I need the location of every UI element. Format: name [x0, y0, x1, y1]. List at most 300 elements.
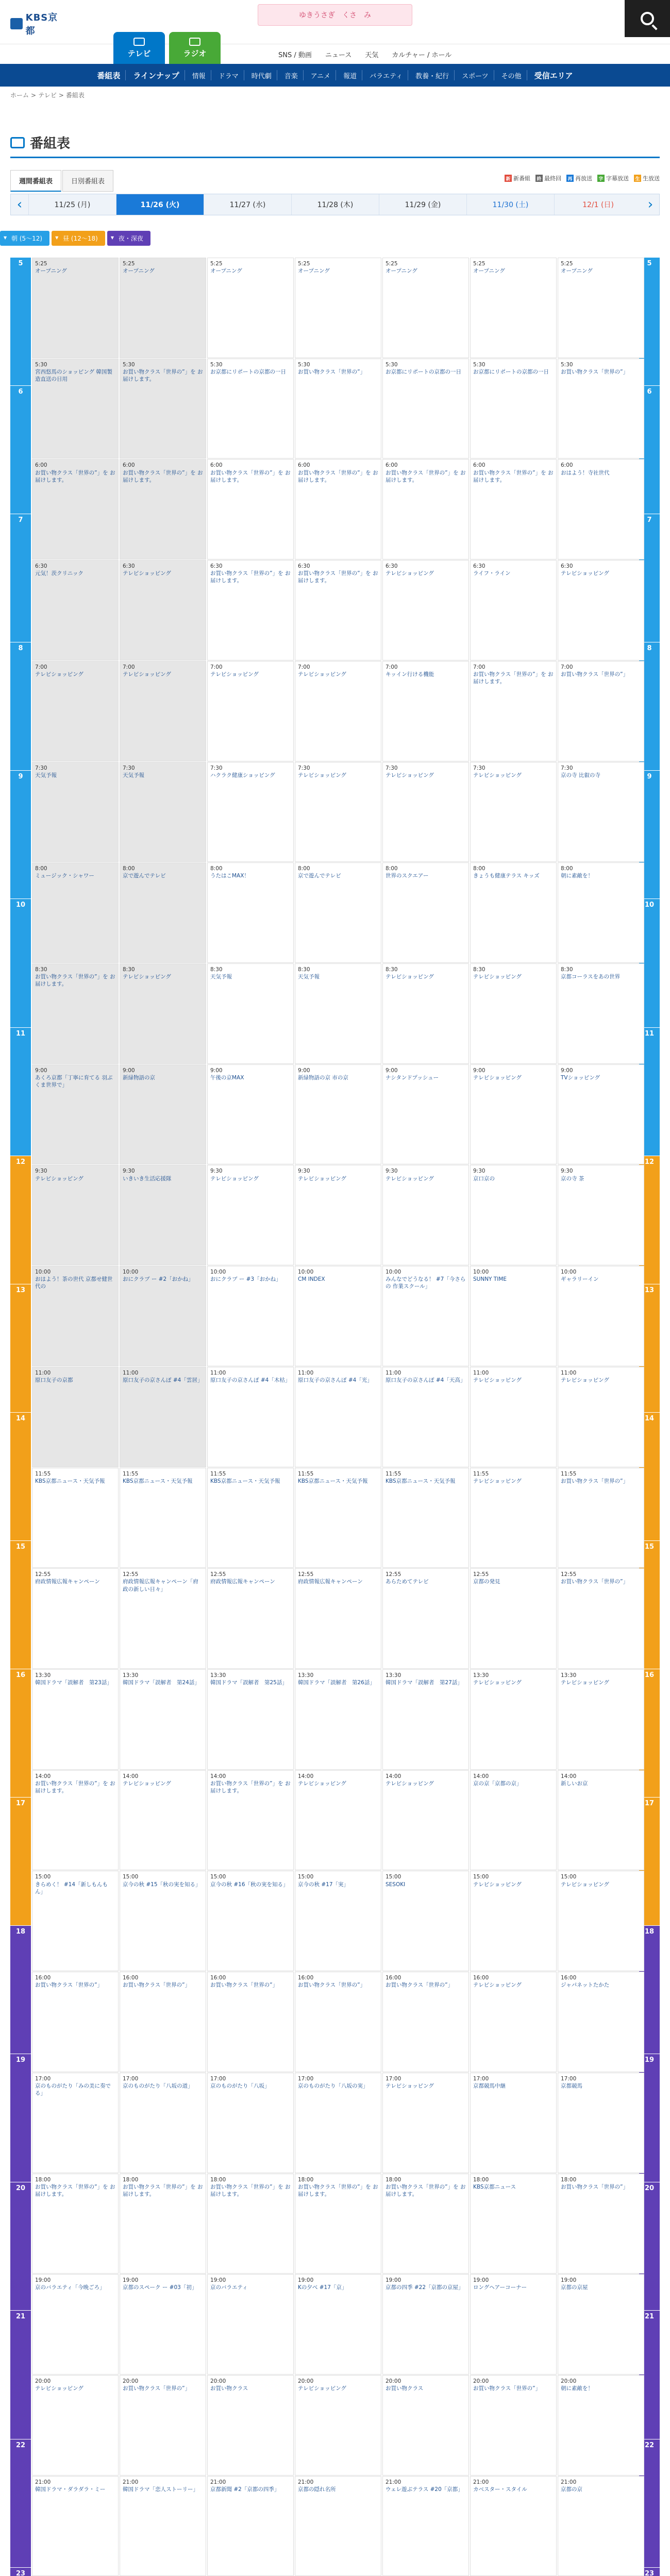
program-cell[interactable]: [32, 661, 119, 761]
nav-item-jidaigeki[interactable]: 時代劇: [246, 70, 277, 80]
program-title[interactable]: 京今の秋 #15「秋の実を知る」: [123, 1881, 201, 1888]
program-cell[interactable]: [120, 1972, 206, 2072]
program-cell[interactable]: [382, 1165, 469, 1265]
link-news[interactable]: ニュース: [325, 52, 352, 59]
program-cell[interactable]: [558, 1972, 644, 2072]
program-cell[interactable]: [382, 560, 469, 660]
program-cell[interactable]: [207, 1568, 294, 1669]
program-cell[interactable]: [470, 1468, 557, 1568]
program-title[interactable]: お買い物クラス「世界の”」: [561, 368, 629, 375]
program-cell[interactable]: [32, 560, 119, 660]
program-cell[interactable]: [120, 762, 206, 862]
program-title[interactable]: テレビショッピング: [473, 1478, 522, 1484]
program-cell[interactable]: [295, 1669, 381, 1770]
program-cell[interactable]: [32, 963, 119, 1064]
program-cell[interactable]: [382, 359, 469, 459]
program-title[interactable]: お買い物クラス「世界の”」を お届けします。: [210, 1780, 291, 1794]
program-cell[interactable]: [470, 2476, 557, 2576]
program-title[interactable]: お買い物クラス「世界の”」: [473, 2385, 541, 2392]
program-cell[interactable]: [120, 1165, 206, 1265]
program-cell[interactable]: [295, 560, 381, 660]
program-cell[interactable]: [207, 1266, 294, 1366]
date-tab[interactable]: 11/26 (火): [116, 194, 204, 215]
program-cell[interactable]: [470, 560, 557, 660]
nav-item-info[interactable]: 情報: [187, 70, 211, 80]
program-title[interactable]: お買い物クラス「世界の”」: [561, 1579, 629, 1585]
program-cell[interactable]: [32, 459, 119, 560]
part-tab[interactable]: ▼ 朝 (5～12): [0, 231, 49, 246]
program-title[interactable]: KBS京都ニュース・天気予報: [123, 1478, 193, 1484]
program-cell[interactable]: [382, 1266, 469, 1366]
program-cell[interactable]: [558, 862, 644, 963]
link-sns[interactable]: SNS / 動画: [278, 52, 312, 59]
program-cell[interactable]: [207, 560, 294, 660]
tab-tv[interactable]: [113, 32, 165, 64]
program-title[interactable]: テレビショッピング: [473, 1377, 522, 1384]
program-title[interactable]: KBS京都ニュース・天気予報: [386, 1478, 456, 1484]
program-cell[interactable]: [32, 1770, 119, 1871]
program-cell[interactable]: [120, 661, 206, 761]
program-cell[interactable]: [470, 762, 557, 862]
program-title[interactable]: ジャパネットたかた: [561, 1982, 610, 1989]
program-title[interactable]: 原口友子の京さんぽ #4「天高」: [386, 1377, 466, 1384]
program-cell[interactable]: [207, 661, 294, 761]
program-title[interactable]: テレビショッピング: [123, 974, 171, 980]
program-title[interactable]: ギャラリーイン: [561, 1276, 599, 1283]
program-cell[interactable]: [120, 1266, 206, 1366]
program-title[interactable]: お買い物クラス「世界の”」: [561, 1478, 629, 1484]
program-title[interactable]: 韓国ドラマ「誤解者 第23話」: [35, 1680, 112, 1686]
program-cell[interactable]: [295, 258, 381, 358]
breadcrumb-tv[interactable]: テレビ: [38, 92, 57, 99]
program-title[interactable]: TVショッピング: [561, 1074, 600, 1081]
program-cell[interactable]: [558, 1770, 644, 1871]
program-cell[interactable]: [295, 1367, 381, 1467]
program-title[interactable]: 韓国ドラマ「恋人ストーリー」: [123, 2486, 198, 2493]
program-title[interactable]: 京の寺 茶: [561, 1175, 584, 1182]
program-cell[interactable]: [295, 1770, 381, 1871]
program-title[interactable]: 天気予報: [35, 772, 57, 778]
program-cell[interactable]: [120, 560, 206, 660]
program-title[interactable]: お買い物クラス「世界の”」を お届けします。: [386, 469, 466, 483]
program-cell[interactable]: [32, 1568, 119, 1669]
tab-radio[interactable]: [169, 32, 221, 64]
nav-item-area[interactable]: 受信エリア: [534, 71, 573, 80]
program-cell[interactable]: [470, 1568, 557, 1669]
program-title[interactable]: あくろ京都「丁寧に育てる 羽ぶくま世界で」: [35, 1074, 113, 1089]
program-cell[interactable]: [207, 459, 294, 560]
program-title[interactable]: お買い物クラス「世界の”」: [298, 1982, 366, 1989]
program-title[interactable]: 朝に素敵を！: [561, 2385, 593, 2392]
program-cell[interactable]: [32, 1972, 119, 2072]
program-title[interactable]: テレビショッピング: [473, 1680, 522, 1686]
program-title[interactable]: 京都の発見: [473, 1579, 500, 1585]
program-cell[interactable]: [295, 963, 381, 1064]
program-title[interactable]: 京都競馬中継: [473, 2083, 506, 2090]
program-title[interactable]: おはよう！寺社世代: [561, 469, 610, 476]
program-title[interactable]: お買い物クラス「世界の”」: [561, 2183, 629, 2190]
program-title[interactable]: ハクラク健康ショッピング: [210, 772, 275, 778]
program-title[interactable]: オープニング: [561, 268, 593, 275]
program-cell[interactable]: [382, 1468, 469, 1568]
nav-item-education[interactable]: 教養・紀行: [410, 70, 455, 80]
program-cell[interactable]: [120, 1770, 206, 1871]
program-cell[interactable]: [295, 2274, 381, 2375]
program-title[interactable]: お買い物クラス「世界の”」を お届けします。: [298, 2183, 378, 2197]
prev-week-icon[interactable]: ‹: [16, 197, 23, 212]
program-title[interactable]: お買い物クラス「世界の”」を お届けします。: [123, 2183, 203, 2197]
program-title[interactable]: あらためてテレビ: [386, 1579, 429, 1585]
program-title[interactable]: 京都新聞 #2「京都の四季」: [210, 2486, 280, 2493]
program-cell[interactable]: [382, 1568, 469, 1669]
program-title[interactable]: テレビショッピング: [298, 772, 346, 778]
program-cell[interactable]: [32, 1468, 119, 1568]
program-title[interactable]: お買い物クラス「世界の”」を お届けします。: [298, 570, 378, 584]
program-title[interactable]: 京都コーラスをあの世界: [561, 974, 621, 980]
program-cell[interactable]: [207, 1367, 294, 1467]
program-title[interactable]: オープニング: [386, 268, 417, 275]
program-cell[interactable]: [120, 1367, 206, 1467]
program-cell[interactable]: [295, 459, 381, 560]
program-cell[interactable]: [382, 661, 469, 761]
program-title[interactable]: お買い物クラス「世界の”」: [123, 1982, 191, 1989]
program-cell[interactable]: [382, 963, 469, 1064]
site-logo[interactable]: [10, 12, 67, 37]
program-title[interactable]: オープニング: [123, 268, 155, 275]
program-title[interactable]: 新緑物語の京 市の京: [298, 1074, 348, 1081]
next-week-icon[interactable]: ›: [647, 197, 654, 212]
program-title[interactable]: 京都の四季 #22「京都の京屋」: [386, 2284, 464, 2291]
program-cell[interactable]: [120, 862, 206, 963]
program-title[interactable]: きらめく！ #14「新しもんもん」: [35, 1881, 108, 1895]
program-cell[interactable]: [120, 2476, 206, 2576]
program-cell[interactable]: [32, 2375, 119, 2476]
program-title[interactable]: 天気予報: [210, 974, 232, 980]
program-cell[interactable]: [558, 2375, 644, 2476]
program-cell[interactable]: [295, 1871, 381, 1971]
program-cell[interactable]: [382, 1367, 469, 1467]
program-title[interactable]: お買い物クラス「世界の”」: [561, 671, 629, 678]
program-cell[interactable]: [295, 1165, 381, 1265]
program-title[interactable]: オープニング: [210, 268, 242, 275]
link-weather[interactable]: 天気: [365, 52, 379, 59]
program-title[interactable]: テレビショッピング: [298, 1780, 346, 1787]
program-title[interactable]: 京のものがたり「八坂の実」: [298, 2083, 368, 2090]
program-title[interactable]: お買い物クラス「世界の”」を お届けします。: [210, 2183, 291, 2197]
program-title[interactable]: きょうも健康テラス キッズ: [473, 873, 540, 879]
program-title[interactable]: テレビショッピング: [561, 570, 609, 577]
program-cell[interactable]: [470, 963, 557, 1064]
program-title[interactable]: テレビショッピング: [473, 1074, 522, 1081]
nav-item-anime[interactable]: アニメ: [306, 70, 336, 80]
program-title[interactable]: テレビショッピング: [386, 1780, 434, 1787]
program-cell[interactable]: [382, 1770, 469, 1871]
program-title[interactable]: お買い物クラス「世界の”」を お届けします。: [123, 469, 203, 483]
nav-item-lineup[interactable]: ラインナップ: [128, 70, 185, 80]
date-tab[interactable]: 11/27 (水): [204, 194, 291, 215]
program-title[interactable]: 韓国ドラマ「誤解者 第26話」: [298, 1680, 375, 1686]
program-cell[interactable]: [207, 1064, 294, 1165]
program-cell[interactable]: [470, 661, 557, 761]
program-cell[interactable]: [295, 359, 381, 459]
program-title[interactable]: 京都競馬: [561, 2083, 582, 2090]
program-cell[interactable]: [32, 1064, 119, 1165]
program-title[interactable]: テレビショッピング: [298, 671, 346, 678]
breadcrumb-home[interactable]: ホーム: [10, 92, 29, 99]
program-cell[interactable]: [558, 2476, 644, 2576]
program-cell[interactable]: [207, 1770, 294, 1871]
program-cell[interactable]: [207, 862, 294, 963]
program-cell[interactable]: [120, 2375, 206, 2476]
program-title[interactable]: 府政情報広報キャンペーン: [298, 1579, 363, 1585]
program-title[interactable]: ナシタンドプッシュー: [386, 1074, 439, 1081]
program-cell[interactable]: [120, 1064, 206, 1165]
program-cell[interactable]: [207, 2476, 294, 2576]
program-title[interactable]: 府政情報広報キャンペーン「府政の新しい日々」: [123, 1579, 198, 1592]
program-title[interactable]: テレビショッピング: [473, 974, 522, 980]
program-cell[interactable]: [558, 359, 644, 459]
program-cell[interactable]: [558, 2174, 644, 2274]
program-cell[interactable]: [558, 1669, 644, 1770]
program-title[interactable]: 朝に素敵を！: [561, 873, 593, 879]
program-cell[interactable]: [295, 1972, 381, 2072]
program-title[interactable]: 宮西悠馬のショッピング 韓国製造直送の日用: [35, 368, 112, 383]
program-cell[interactable]: [32, 2476, 119, 2576]
program-title[interactable]: ミュージック・シャワー: [35, 873, 94, 879]
tab-weekly[interactable]: 週間番組表: [10, 170, 61, 192]
program-title[interactable]: 京口京の: [473, 1175, 495, 1182]
program-title[interactable]: お買い物クラス「世界の”」を お届けします。: [123, 368, 203, 383]
program-title[interactable]: テレビショッピング: [210, 671, 259, 678]
program-cell[interactable]: [558, 258, 644, 358]
program-cell[interactable]: [470, 2274, 557, 2375]
program-cell[interactable]: [295, 1266, 381, 1366]
program-title[interactable]: 天気予報: [298, 974, 320, 980]
program-cell[interactable]: [295, 2174, 381, 2274]
program-title[interactable]: 原口友子の京都: [35, 1377, 73, 1384]
program-cell[interactable]: [382, 862, 469, 963]
program-cell[interactable]: [558, 1568, 644, 1669]
program-title[interactable]: お京都にリポートの京都の一日: [386, 368, 461, 375]
program-cell[interactable]: [470, 1770, 557, 1871]
program-title[interactable]: KBS京都ニュース・天気予報: [35, 1478, 105, 1484]
program-cell[interactable]: [558, 963, 644, 1064]
program-title[interactable]: 午後の京MAX: [210, 1074, 244, 1081]
program-title[interactable]: テレビショッピング: [386, 772, 434, 778]
program-cell[interactable]: [32, 1871, 119, 1971]
program-title[interactable]: 新しいお京: [561, 1780, 588, 1787]
program-cell[interactable]: [32, 1165, 119, 1265]
program-title[interactable]: 京今の秋 #17「実」: [298, 1881, 349, 1888]
program-title[interactable]: テレビショッピング: [386, 974, 434, 980]
program-title[interactable]: 世界のスクエアー: [386, 873, 429, 879]
program-title[interactable]: みんなでどうなる！ #7「今さらの 作業スクール」: [386, 1276, 466, 1290]
program-cell[interactable]: [207, 963, 294, 1064]
program-cell[interactable]: [207, 1165, 294, 1265]
program-title[interactable]: テレビショッピング: [386, 1175, 434, 1182]
program-cell[interactable]: [32, 862, 119, 963]
program-cell[interactable]: [207, 762, 294, 862]
program-title[interactable]: KBS京都ニュース・天気予報: [210, 1478, 280, 1484]
program-title[interactable]: テレビショッピング: [561, 1377, 609, 1384]
program-title[interactable]: テレビショッピング: [210, 1175, 259, 1182]
program-cell[interactable]: [32, 2174, 119, 2274]
program-title[interactable]: うたはこMAX！: [210, 873, 249, 879]
program-cell[interactable]: [295, 1064, 381, 1165]
nav-item-schedule[interactable]: 番組表: [92, 70, 126, 80]
program-cell[interactable]: [470, 1669, 557, 1770]
program-cell[interactable]: [207, 1972, 294, 2072]
date-tab[interactable]: 11/28 (木): [291, 194, 379, 215]
program-title[interactable]: おはよう！茶の世代 京都せ健世代の: [35, 1276, 113, 1290]
program-cell[interactable]: [207, 2174, 294, 2274]
program-title[interactable]: 府政情報広報キャンペーン: [35, 1579, 100, 1585]
program-title[interactable]: キッイン行ける機能: [386, 671, 434, 678]
program-cell[interactable]: [382, 762, 469, 862]
date-tab[interactable]: 12/1 (日): [554, 194, 642, 215]
program-cell[interactable]: [470, 1871, 557, 1971]
program-cell[interactable]: [207, 1871, 294, 1971]
program-cell[interactable]: [207, 359, 294, 459]
program-cell[interactable]: [558, 459, 644, 560]
program-title[interactable]: テレビショッピング: [123, 570, 171, 577]
nav-item-news[interactable]: 報道: [338, 70, 362, 80]
program-title[interactable]: お京都にリポートの京都の一日: [210, 368, 286, 375]
program-title[interactable]: 京の京「京都の京」: [473, 1780, 522, 1787]
program-cell[interactable]: [470, 459, 557, 560]
program-cell[interactable]: [120, 1468, 206, 1568]
program-title[interactable]: 京都のスペーク ー #03「初」: [123, 2284, 197, 2291]
program-cell[interactable]: [382, 2375, 469, 2476]
program-title[interactable]: 原口友子の京さんぽ #4「光」: [298, 1377, 373, 1384]
program-title[interactable]: テレビショッピング: [386, 2083, 434, 2090]
program-cell[interactable]: [382, 258, 469, 358]
program-title[interactable]: 韓国ドラマ・ダラダラ・ミー: [35, 2486, 106, 2493]
program-title[interactable]: お買い物クラス「世界の”」: [35, 1982, 103, 1989]
program-title[interactable]: オープニング: [35, 268, 67, 275]
program-title[interactable]: KBS京都ニュース・天気予報: [298, 1478, 368, 1484]
program-title[interactable]: KBS京都ニュース: [473, 2183, 516, 2190]
program-title[interactable]: お買い物クラス「世界の”」: [386, 1982, 454, 1989]
program-cell[interactable]: [558, 1266, 644, 1366]
program-title[interactable]: お京都にリポートの京都の一日: [473, 368, 549, 375]
program-cell[interactable]: [32, 1367, 119, 1467]
program-cell[interactable]: [558, 1064, 644, 1165]
program-cell[interactable]: [32, 2274, 119, 2375]
program-cell[interactable]: [120, 1669, 206, 1770]
program-title[interactable]: 原口友子の京さんぽ #4「木枯」: [210, 1377, 291, 1384]
nav-item-music[interactable]: 音楽: [279, 70, 304, 80]
program-title[interactable]: カベスター・スタイル: [473, 2486, 527, 2493]
program-cell[interactable]: [295, 2375, 381, 2476]
program-cell[interactable]: [207, 2274, 294, 2375]
program-cell[interactable]: [295, 2476, 381, 2576]
program-cell[interactable]: [382, 2274, 469, 2375]
program-title[interactable]: テレビショッピング: [473, 1881, 522, 1888]
program-title[interactable]: 京のものがたり「みの美に奏でる」: [35, 2083, 111, 2097]
program-cell[interactable]: [382, 2476, 469, 2576]
program-cell[interactable]: [382, 1669, 469, 1770]
program-title[interactable]: お買い物クラス「世界の”」を お届けします。: [386, 2183, 466, 2197]
program-cell[interactable]: [120, 258, 206, 358]
program-title[interactable]: 京都の京: [561, 2486, 582, 2493]
program-title[interactable]: お買い物クラス「世界の”」を お届けします。: [35, 974, 115, 988]
program-cell[interactable]: [382, 2174, 469, 2274]
program-cell[interactable]: [382, 459, 469, 560]
program-title[interactable]: 京のバラエティ: [210, 2284, 248, 2291]
promo-banner[interactable]: ゆきうさぎ くさ み: [258, 4, 412, 26]
program-title[interactable]: 府政情報広報キャンペーン: [210, 1579, 275, 1585]
part-tab[interactable]: ▼ 昼 (12～18): [52, 231, 105, 246]
program-cell[interactable]: [470, 2073, 557, 2173]
program-title[interactable]: 京のものがたり「八坂」: [210, 2083, 270, 2090]
tab-daily[interactable]: 日別番組表: [62, 170, 113, 192]
program-cell[interactable]: [558, 1468, 644, 1568]
program-cell[interactable]: [295, 2073, 381, 2173]
program-title[interactable]: おにクラブ ー #3「おかね」: [210, 1276, 281, 1283]
program-title[interactable]: テレビショッピング: [35, 1175, 83, 1182]
program-cell[interactable]: [382, 1871, 469, 1971]
program-cell[interactable]: [295, 762, 381, 862]
search-button[interactable]: [625, 0, 670, 37]
date-tab[interactable]: 11/29 (金): [379, 194, 466, 215]
program-title[interactable]: テレビショッピング: [35, 2385, 83, 2392]
program-cell[interactable]: [470, 1972, 557, 2072]
program-cell[interactable]: [558, 762, 644, 862]
program-title[interactable]: お買い物クラス「世界の”」を お届けします。: [298, 469, 378, 483]
program-title[interactable]: 京のバラエティ「今晩ごろ」: [35, 2284, 105, 2291]
program-cell[interactable]: [382, 1972, 469, 2072]
program-cell[interactable]: [207, 2073, 294, 2173]
nav-item-drama[interactable]: ドラマ: [213, 70, 244, 80]
program-title[interactable]: お買い物クラス: [386, 2385, 424, 2392]
program-title[interactable]: いきいき生活応援隊: [123, 1175, 172, 1182]
program-title[interactable]: おにクラブ ー #2「おかね」: [123, 1276, 194, 1283]
program-cell[interactable]: [120, 963, 206, 1064]
program-title[interactable]: テレビショッピング: [298, 1175, 346, 1182]
program-title[interactable]: 韓国ドラマ「誤解者 第25話」: [210, 1680, 288, 1686]
program-title[interactable]: テレビショッピング: [35, 671, 83, 678]
program-cell[interactable]: [32, 762, 119, 862]
program-title[interactable]: テレビショッピング: [561, 1680, 609, 1686]
program-cell[interactable]: [295, 661, 381, 761]
program-cell[interactable]: [470, 862, 557, 963]
program-title[interactable]: SESOKI: [386, 1881, 406, 1888]
nav-item-sports[interactable]: スポーツ: [457, 70, 494, 80]
program-title[interactable]: 韓国ドラマ「誤解者 第24話」: [123, 1680, 200, 1686]
program-cell[interactable]: [120, 2073, 206, 2173]
program-cell[interactable]: [295, 862, 381, 963]
program-title[interactable]: Kの夕べ #17「京」: [298, 2284, 347, 2291]
program-title[interactable]: お買い物クラス「世界の”」を お届けします。: [473, 469, 554, 483]
program-cell[interactable]: [120, 459, 206, 560]
program-title[interactable]: お買い物クラス「世界の”」を お届けします。: [473, 671, 554, 685]
program-cell[interactable]: [470, 1064, 557, 1165]
program-cell[interactable]: [558, 1367, 644, 1467]
program-title[interactable]: お買い物クラス「世界の”」を お届けします。: [210, 570, 291, 584]
program-cell[interactable]: [558, 2073, 644, 2173]
program-cell[interactable]: [558, 560, 644, 660]
program-cell[interactable]: [382, 2073, 469, 2173]
program-title[interactable]: テレビショッピング: [298, 2385, 346, 2392]
nav-item-other[interactable]: その他: [496, 70, 527, 80]
program-cell[interactable]: [32, 258, 119, 358]
program-title[interactable]: 京今の秋 #16「秋の実を知る」: [210, 1881, 289, 1888]
program-cell[interactable]: [120, 2274, 206, 2375]
program-title[interactable]: 天気予報: [123, 772, 144, 778]
program-title[interactable]: 京の寺 比叡の寺: [561, 772, 600, 778]
program-title[interactable]: 韓国ドラマ「誤解者 第27話」: [386, 1680, 463, 1686]
